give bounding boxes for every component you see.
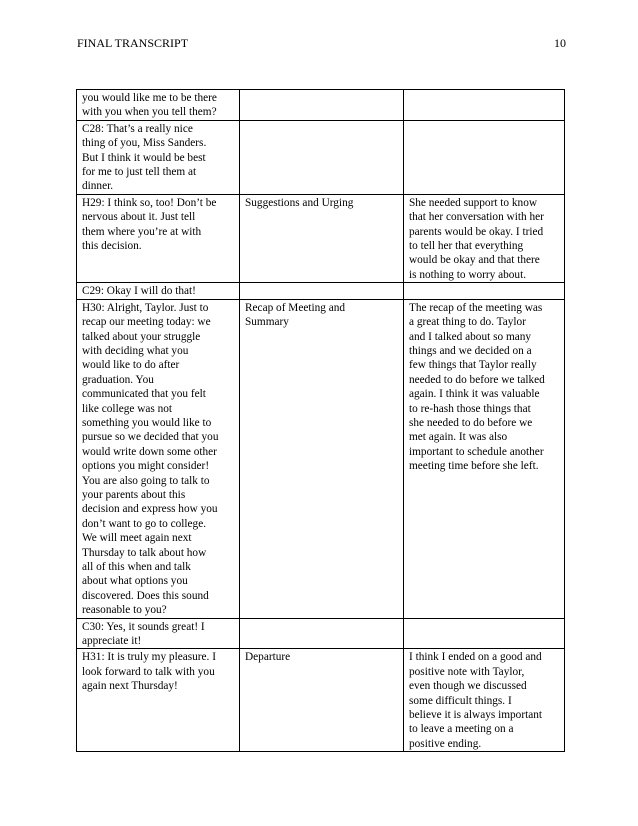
reflection-cell: The recap of the meeting was a great thing to do. Taylor and I talked about so many things and we decided on a few things that Taylor really needed to do before we talked again. I think it was valuable to re-hash those things that she needed to do before we met again. It was also important to schedule another meeting time before she left. [404,299,565,618]
skill-cell: Recap of Meeting and Summary [240,299,404,618]
reflection-cell: I think I ended on a good and positive note with Taylor, even though we discussed some difficult things. I believe it is always important to leave a meeting on a positive ending. [404,649,565,752]
page-number: 10 [554,36,566,50]
transcript-table [76,89,565,752]
dialogue-cell: H29: I think so, too! Don’t be nervous about it. Just tell them where you’re at with this decision. [77,194,240,282]
dialogue-cell: H31: It is truly my pleasure. I look forward to talk with you again next Thursday! [77,649,240,752]
table-row [77,299,565,618]
table-row [77,283,565,299]
table-row [77,649,565,752]
reflection-cell [404,120,565,194]
skill-cell [240,120,404,194]
skill-cell [240,90,404,121]
table-row [77,618,565,649]
reflection-cell [404,618,565,649]
skill-cell [240,283,404,299]
skill-cell: Suggestions and Urging [240,194,404,282]
dialogue-cell: C30: Yes, it sounds great! I appreciate it! [77,618,240,649]
dialogue-cell: H30: Alright, Taylor. Just to recap our meeting today: we talked about your struggle with deciding what you would like to do after graduation. You communicated that you felt like college was not something you would like to pursue so we decided that you would write down some other options you might consider! You are also going to talk to your parents about this decision and express how you don’t want to go to college. We will meet again next Thursday to talk about how all of this when and talk about what options you discovered. Does this sound reasonable to you? [77,299,240,618]
table-row [77,90,565,121]
dialogue-cell: C28: That’s a really nice thing of you, Miss Sanders. But I think it would be best for me to just tell them at dinner. [77,120,240,194]
reflection-cell: She needed support to know that her conversation with her parents would be okay. I tried to tell her that everything would be okay and that there is nothing to worry about. [404,194,565,282]
reflection-cell [404,90,565,121]
dialogue-cell: you would like me to be there with you when you tell them? [77,90,240,121]
table-row [77,194,565,282]
skill-cell [240,618,404,649]
table-row [77,120,565,194]
dialogue-cell: C29: Okay I will do that! [77,283,240,299]
document-title: FINAL TRANSCRIPT [77,36,189,50]
skill-cell: Departure [240,649,404,752]
reflection-cell [404,283,565,299]
